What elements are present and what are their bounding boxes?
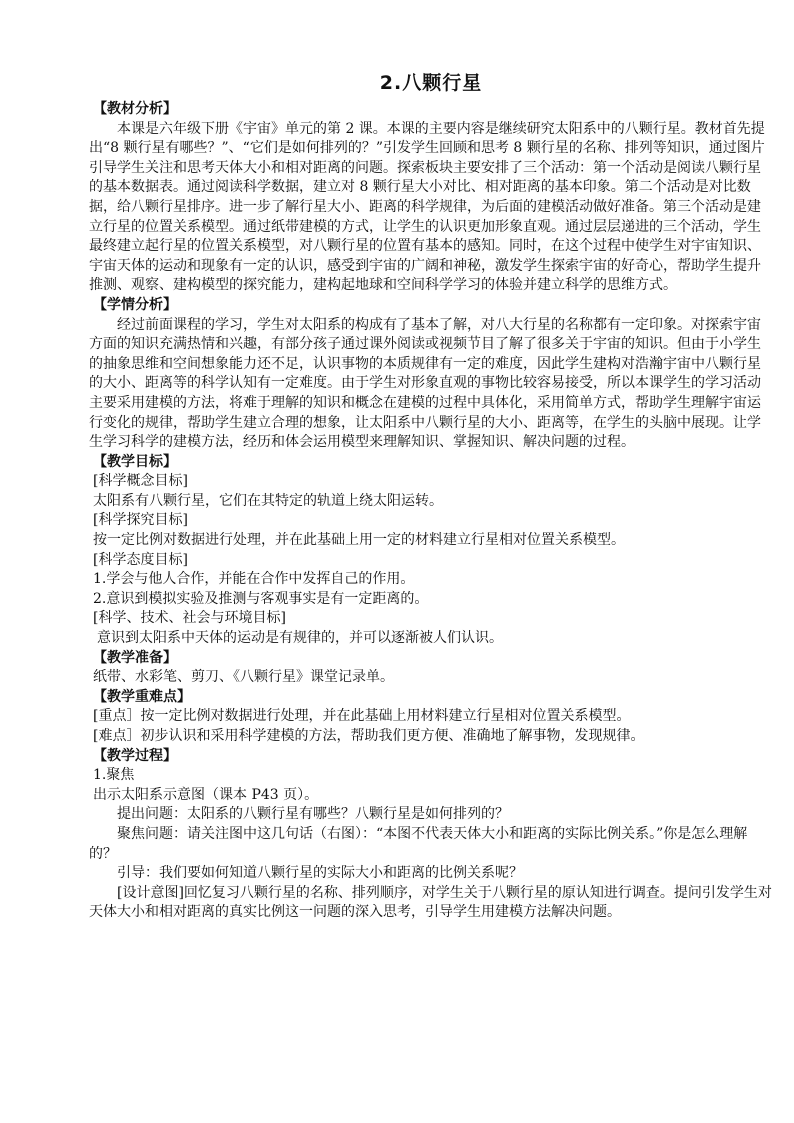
sts-goal-text: 意识到太阳系中天体的运动是有规律的，并可以逐渐被人们认识。 [97,630,503,647]
step-1-guide: 引导：我们要如何知道八颗行星的实际大小和距离的比例关系呢？ [117,865,523,882]
prep-text: 纸带、水彩笔、剪刀、《八颗行星》课堂记录单。 [93,669,394,686]
page-title: 2.八颗行星 [379,72,483,94]
key-difficulty: [难点］初步认识和采用科学建模的方法，帮助我们更方便、准确地了解事物，发现规律。 [93,728,645,744]
attitude-goal-2: 2.意识到模拟实验及推测与客观事实是有一定距离的。 [93,590,429,607]
step-1-focus: 聚焦问题：请关注图中这几句话（右图）：“本图不代表天体大小和距离的实际比例关系。”你是怎么理解的？ [89,825,748,862]
section-heading-key: 【教学重难点】 [93,688,191,705]
step-1-question: 提出问题：太阳系的八颗行星有哪些？八颗行星是如何排列的？ [117,806,509,823]
document-page [89,70,773,923]
section-heading-learner: 【学情分析】 [93,296,177,313]
step-1-title: 1.聚焦 [93,767,135,784]
analysis-paragraph: 本课是六年级下册《宇宙》单元的第 2 课。本课的主要内容是继续研究太阳系中的八颗行星。教材首先提出“8 颗行星有哪些？”、“它们是如何排列的？”引发学生回顾和思考 8 颗行星的名称、排列等知识，通过图片引导学生关注和思考天体大小和相对距离的问题。探索板块主要安排了三个活动：第一个活动是阅读八颗行星的基本数据表。通过阅读科学数据，建立对 8 颗行星大小对比、相对距离的基本印象。第二个活动是对比数据，给八颗行星排序。进一步了解行星大小、距离的科学规律，为后面的建模活动做好准备。第三个活动是建立行星的位置关系模型。通过纸带建模的方式，让学生的认识更加形象直观。通过层层递进的三个活动，学生最终建立起行星的位置关系模型，对八颗行星的位置有基本的感知。同时，在这个过程中使学生对宇宙知识、宇宙天体的运动和现象有一定的认识，感受到宇宙的广阔和神秘，激发学生探索宇宙的好奇心，帮助学生提升推测、观察、建构模型的探究能力，建构起地球和空间科学学习的体验并建立科学的思维方式。 [89,120,765,294]
key-focus: [重点］按一定比例对数据进行处理，并在此基础上用材料建立行星相对位置关系模型。 [93,708,631,725]
section-heading-goals: 【教学目标】 [93,453,177,470]
step-1-show: 出示太阳系示意图（课本 P43 页）。 [93,786,319,803]
section-heading-prep: 【教学准备】 [93,649,177,666]
concept-goal-text: 太阳系有八颗行星，它们在其特定的轨道上绕太阳运转。 [93,492,443,509]
concept-goal-label: [科学概念目标] [93,473,188,490]
learner-paragraph: 经过前面课程的学习，学生对太阳系的构成有了基本了解，对八大行星的名称都有一定印象。对探索宇宙方面的知识充满热情和兴趣，有部分孩子通过课外阅读或视频节目了解了很多关于宇宙的知识。但由于小学生的抽象思维和空间想象能力还不足，认识事物的本质规律有一定的难度，因此学生建构对浩瀚宇宙中八颗行星的大小、距离等的科学认知有一定难度。由于学生对形象直观的事物比较容易接受，所以本课学生的学习活动主要采用建模的方法，将难于理解的知识和概念在建模的过程中具体化，采用简单方式，帮助学生理解宇宙运行变化的规律，帮助学生建立合理的想象，让太阳系中八颗行星的大小、距离等，在学生的头脑中展现。让学生学习科学的建模方法，经历和体会运用模型来理解知识、掌握知识、解决问题的过程。 [89,316,761,451]
sts-goal-label: [科学、技术、社会与环境目标] [93,610,286,627]
attitude-goal-label: [科学态度目标] [93,551,188,568]
inquiry-goal-text: 按一定比例对数据进行处理，并在此基础上用一定的材料建立行星相对位置关系模型。 [93,532,625,549]
section-heading-process: 【教学过程】 [93,747,177,764]
step-1-design-intent: [设计意图]回忆复习八颗行星的名称、排列顺序，对学生关于八颗行星的原认知进行调查。提问引发学生对天体大小和相对距离的真实比例这一问题的深入思考，引导学生用建模方法解决问题。 [89,884,772,921]
inquiry-goal-label: [科学探究目标] [93,512,188,529]
attitude-goal-1: 1.学会与他人合作，并能在合作中发挥自己的作用。 [93,571,415,588]
section-heading-analysis: 【教材分析】 [93,101,177,117]
